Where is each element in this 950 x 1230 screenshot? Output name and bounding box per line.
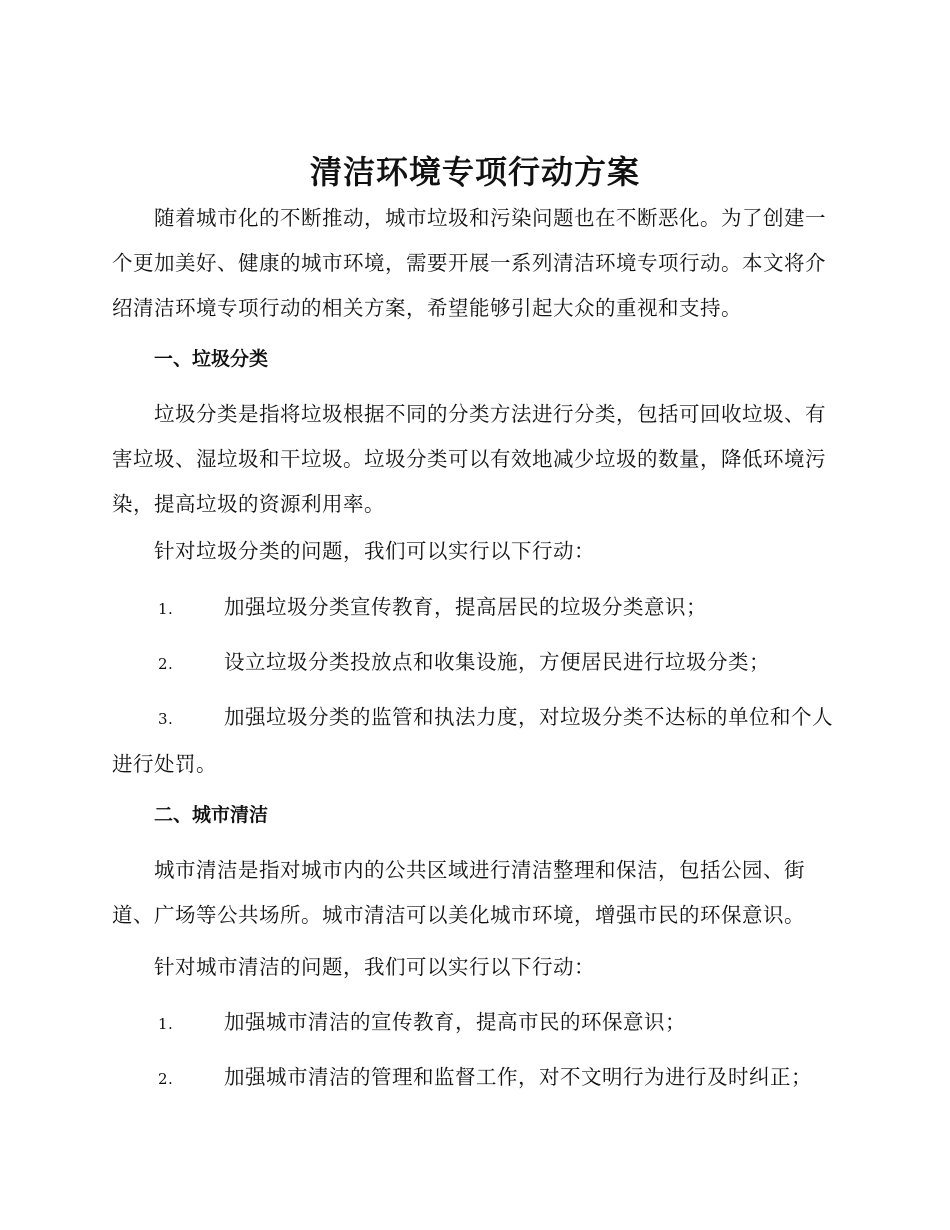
list-item xyxy=(112,580,840,636)
section-lead-garbage-sorting: 针对垃圾分类的问题，我们可以实行以下行动： xyxy=(154,539,595,563)
list-item-number: 3. xyxy=(158,710,174,728)
section-body-garbage-sorting: 垃圾分类是指将垃圾根据不同的分类方法进行分类，包括可回收垃圾、有害垃圾、湿垃圾和干垃圾。垃圾分类可以有效地减少垃圾的数量，降低环境污染，提高垃圾的资源利用率。 xyxy=(112,402,826,516)
list-item-text: 设立垃圾分类投放点和收集设施，方便居民进行垃圾分类； xyxy=(224,650,770,674)
document-title: 清洁环境专项行动方案 xyxy=(309,153,640,191)
list-item-number: 1. xyxy=(158,600,174,618)
list-item-text: 加强垃圾分类宣传教育，提高居民的垃圾分类意识； xyxy=(224,595,707,619)
intro-paragraph: 随着城市化的不断推动，城市垃圾和污染问题也在不断恶化。为了创建一个更加美好、健康的城市环境，需要开展一系列清洁环境专项行动。本文将介绍清洁环境专项行动的相关方案，希望能够引起大众的重视和支持。 xyxy=(112,206,826,320)
list-item-text: 加强城市清洁的宣传教育，提高市民的环保意识； xyxy=(224,1010,686,1034)
list-item-number: 2. xyxy=(158,1070,174,1088)
list-item xyxy=(112,1050,840,1106)
section-heading-city-cleaning: 二、城市清洁 xyxy=(154,804,269,826)
section-heading-garbage-sorting: 一、垃圾分类 xyxy=(154,348,269,370)
list-item-number: 1. xyxy=(158,1015,174,1033)
section-lead-city-cleaning: 针对城市清洁的问题，我们可以实行以下行动： xyxy=(154,955,595,979)
list-item-number: 2. xyxy=(158,655,174,673)
list-item xyxy=(112,635,840,691)
section-body-city-cleaning: 城市清洁是指对城市内的公共区域进行清洁整理和保洁，包括公园、街道、广场等公共场所。城市清洁可以美化城市环境，增强市民的环保意识。 xyxy=(112,858,805,927)
list-item xyxy=(112,690,840,787)
list-item-text: 加强城市清洁的管理和监督工作，对不文明行为进行及时纠正； xyxy=(224,1065,812,1089)
list-item xyxy=(112,995,840,1051)
list-item-text: 加强垃圾分类的监管和执法力度，对垃圾分类不达标的单位和个人进行处罚。 xyxy=(112,705,833,776)
